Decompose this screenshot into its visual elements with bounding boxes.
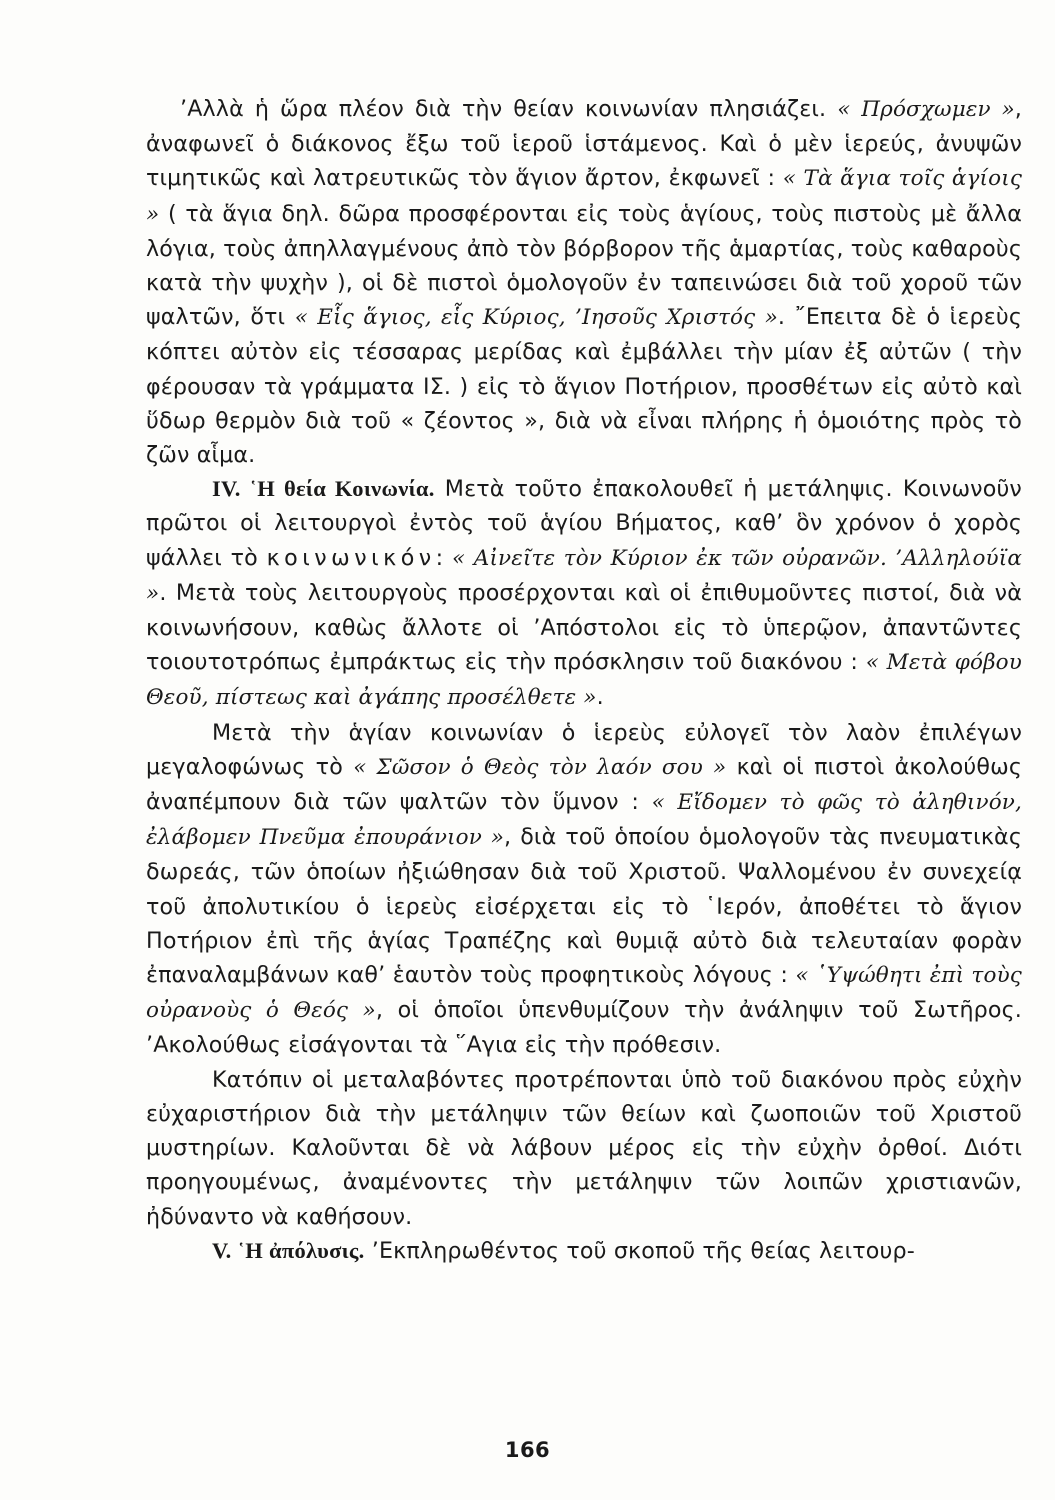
section-heading-v: V. ῾Η ἀπόλυσις. — [212, 1237, 365, 1263]
paragraph-after-communion — [146, 716, 1022, 1063]
paragraph-holy-communion — [146, 472, 1022, 715]
quote-ta-agia: « Τὰ ἅγια τοῖς ἁγίοις » — [146, 166, 1023, 227]
quote-soson: « Σῶσον ὁ Θεὸς τὸν λαόν σου » — [353, 754, 727, 780]
text-run: Κατόπιν οἱ μεταλαβόντες προτρέπονται ὑπὸ τοῦ διακόνου πρὸς εὐχὴν εὐχαριστήριον διὰ τὴν μετάληψιν τῶν θείων καὶ ζωοποιῶν τοῦ Χριστοῦ μυστηρίων. Καλοῦνται δὲ νὰ λάβουν μέρος εἰς τὴν εὐχὴν ὀρθοί. Διότι προηγουμένως, ἀναμένοντες τὴν μετάληψιν τῶν λοιπῶν χριστιανῶν, ἠδύναντο νὰ καθήσουν. — [146, 1066, 1022, 1230]
text-run: ’Εκπληρωθέντος τοῦ σκοποῦ τῆς θείας λειτουρ- — [364, 1237, 915, 1264]
spaced-term: κοινωνικόν — [266, 544, 436, 571]
text-run: Μετὰ τὴν ἁγίαν κοινωνίαν ὁ ἱερεὺς εὐλογεῖ τὸν λαὸν ἐπιλέγων μεγαλοφώνως τὸ — [146, 719, 1022, 780]
quote-aineite: « Αἰνεῖτε τὸν Κύριον ἐκ τῶν οὐρανῶν. ’Αλληλούϊα » — [146, 545, 1023, 606]
quote-eis-agios: « Εἷς ἅγιος, εἷς Κύριος, ’Ιησοῦς Χριστός » — [294, 305, 778, 331]
text-run: . Μετὰ τοὺς λειτουργοὺς προσέρχονται καὶ οἱ ἐπιθυμοῦντες πιστοί, διὰ νὰ κοινωνήσουν, καθὼς ἄλλοτε οἱ ’Απόστολοι εἰς τὸ ὑπερῷον, ἀπαντῶντες τοιουτοτρόπως ἐμπράκτως εἰς τὴν πρόσκλησιν τοῦ διακόνου : — [146, 579, 1022, 676]
text-run: , διὰ τοῦ ὁποίου ὁμολογοῦν τὰς πνευματικὰς δωρεάς, τῶν ὁποίων ἠξιώθησαν διὰ τοῦ Χριστοῦ. Ψαλλομένου ἐν συνεχείᾳ τοῦ ἀπολυτικίου ὁ ἱερεὺς εἰσέρχεται εἰς τὸ ῾Ιερόν, ἀποθέτει τὸ ἅγιον Ποτήριον ἐπὶ τῆς ἁγίας Τραπέζης καὶ θυμιᾷ αὐτὸ διὰ τελευταίαν φορὰν ἐπαναλαμβάνων καθ’ ἑαυτὸν τοὺς προφητικοὺς λόγους : — [146, 824, 1022, 989]
text-run: , οἱ ὁποῖοι ὑπενθυμίζουν τὴν ἀνάληψιν τοῦ Σωτῆρος. ’Ακολούθως εἰσάγονται τὰ ῞Αγια εἰς τὴν πρόθεσιν. — [146, 997, 1022, 1059]
body-text — [146, 92, 1022, 1268]
text-run: . ῎Επειτα δὲ ὁ ἱερεὺς κόπτει αὐτὸν εἰς τέσσαρας μερίδας καὶ ἐμβάλλει τὴν μίαν ἐξ αὐτῶν ( τὴν φέρουσαν τὰ γράμματα ΙΣ. ) εἰς τὸ ἅγιον Ποτήριον, προσθέτων εἰς αὐτὸ καὶ ὕδωρ θερμὸν διὰ τοῦ « ζέοντος », διὰ νὰ εἶναι πλήρης ἡ ὁμοιότης πρὸς τὸ ζῶν αἷμα. — [146, 304, 1023, 469]
section-heading-iv: IV. ῾Η θεία Κοινωνία. — [212, 476, 435, 502]
paragraph-communion-preparation — [146, 92, 1022, 472]
text-run: : — [435, 544, 453, 571]
quote-ypsothiti: « ῾Υψώθητι ἐπὶ τοὺς οὐρανοὺς ὁ Θεός » — [146, 963, 1022, 1024]
quote-eidomen: « Εἴδομεν τὸ φῶς τὸ ἀληθινόν, ἐλάβομεν Πνεῦμα ἐπουράνιον » — [146, 790, 1022, 851]
text-run: , ἀναφωνεῖ ὁ διάκονος ἔξω τοῦ ἱεροῦ ἱστάμενος. Καὶ ὁ μὲν ἱερεύς, ἀνυψῶν τιμητικῶς καὶ λατρευτικῶς τὸν ἅγιον ἄρτον, ἐκφωνεῖ : — [146, 96, 1022, 192]
paragraph-dismissal — [146, 1234, 1022, 1268]
text-run: ’Αλλὰ ἡ ὥρα πλέον διὰ τὴν θείαν κοινωνίαν πλησιάζει. — [180, 96, 838, 122]
quote-proschomen: « Πρόσχωμεν » — [837, 97, 1015, 122]
quote-meta-fovou: « Μετὰ φόβου Θεοῦ, πίστεως καὶ ἀγάπης προσέλθετε » — [146, 650, 1022, 711]
page-number: 166 — [504, 1438, 551, 1462]
text-run: καὶ οἱ πιστοὶ ἀκολούθως ἀναπέμπουν διὰ τῶν ψαλτῶν τὸν ὕμνον : — [146, 753, 1023, 816]
paragraph-thanksgiving — [146, 1063, 1022, 1234]
text-run: ( τὰ ἅγια δηλ. δῶρα προσφέρονται εἰς τοὺς ἁγίους, τοὺς πιστοὺς μὲ ἄλλα λόγια, τοὺς ἀπηλλαγμένους ἀπὸ τὸν βόρβορον τῆς ἁμαρτίας, τοὺς καθαροὺς κατὰ τὴν ψυχὴν ), οἱ δὲ πιστοὶ ὁμολογοῦν ἐν ταπεινώσει διὰ τοῦ χοροῦ τῶν ψαλτῶν, ὅτι — [146, 200, 1022, 331]
text-run: . — [596, 684, 604, 711]
text-run: Μετὰ τοῦτο ἐπακολουθεῖ ἡ μετάληψις. Κοινωνοῦν πρῶτοι οἱ λειτουργοὶ ἐντὸς τοῦ ἁγίου Βήματος, καθ’ ὃν χρόνον ὁ χορὸς ψάλλει τὸ — [146, 476, 1022, 571]
